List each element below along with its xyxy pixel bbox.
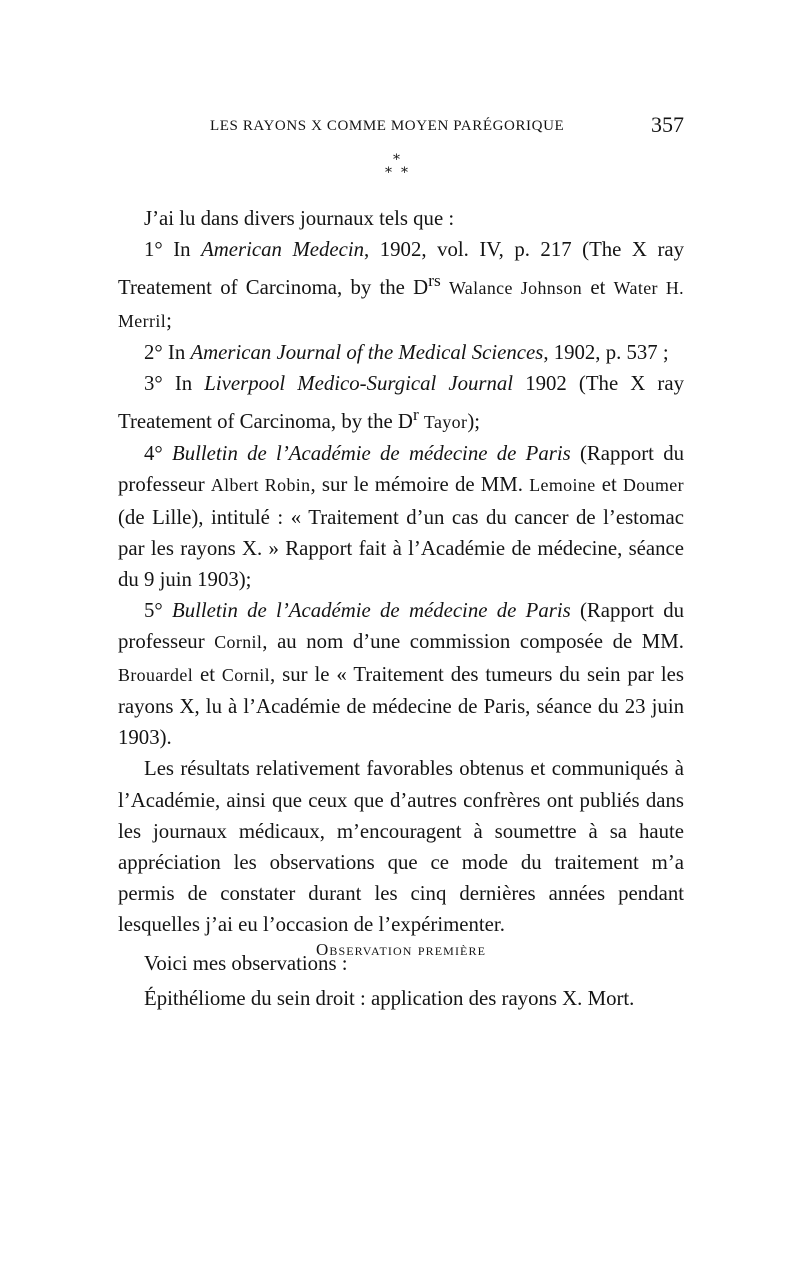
reference-5: 5° Bulletin de l’Académie de médecine de Paris (Rapport du professeur Cornil, au nom d’une commission composée de MM. Brouardel et Cornil, sur le « Traitement des tumeurs du sein par les rayons X, lu à l’Académie de médecine de Paris, séance du 23 juin 1903). — [118, 599, 685, 750]
journal-title: American Medecin — [201, 238, 365, 262]
reference-number: 4° — [144, 442, 163, 466]
body-text — [118, 203, 684, 979]
observation-text: Épithéliome du sein droit : application des rayons X. Mort. — [144, 987, 635, 1010]
running-header — [118, 112, 684, 142]
asterisk-left: * — [385, 165, 392, 181]
reference-in: In — [174, 371, 193, 395]
running-title: LES RAYONS X COMME MOYEN PARÉGORIQUE — [210, 118, 565, 134]
observation-heading: Observation première — [315, 940, 487, 959]
author-name: Cornil — [221, 664, 271, 685]
reference-4: 4° Bulletin de l’Académie de médecine de Paris (Rapport du professeur Albert Robin, sur le mémoire de MM. Lemoine et Doumer (de Lille), intitulé : « Traitement d’un cas du cancer de l’estomac par les rayons X. » Rapport fait à l’Académie de médecine, séance du 9 juin 1903); — [118, 442, 685, 592]
asterism-ornament — [380, 150, 420, 186]
reference-number: 2° — [144, 340, 163, 364]
author-name: Tayor — [423, 412, 468, 433]
results-paragraph: Les résultats relativement favorables obtenus et communiqués à l’Académie, ainsi que ceux que d’autres confrères ont publiés dans les journaux médicaux, m’encouragent à soumettre à sa haute appréciation les observations que ce mode du traitement m’a permis de constater durant les cinq dernières années pendant lesquelles j’ai eu l’occasion de l’expérimenter. — [118, 757, 684, 937]
reference-in: In — [167, 340, 186, 364]
author-name: Cornil — [214, 632, 263, 653]
author-name: Water H. Merril — [118, 278, 684, 331]
superscript: rs — [428, 271, 441, 291]
reference-1: 1° In American Medecin, 1902, vol. IV, p. 217 (The X ray Treatement of Carcinoma, by the $D^{rs}$ Walance Johnson et Water H. Merril; — [118, 238, 684, 332]
reference-number: 1° — [144, 238, 163, 262]
reference-2: 2° In American Journal of the Medical Sciences, 1902, p. 537 ; — [144, 340, 669, 364]
author-name: Lemoine — [529, 475, 596, 496]
reference-3: 3° In Liverpool Medico-Surgical Journal 1902 (The X ray Treatement of Carcinoma, by the $D^r$ Tayor); — [118, 371, 684, 434]
asterisk-top: * — [393, 152, 400, 168]
observations-intro: Voici mes observations : — [144, 951, 348, 975]
author-name: Albert Robin — [210, 475, 311, 496]
journal-title: Bulletin de l’Académie de médecine de Paris — [172, 599, 571, 623]
journal-title: Bulletin de l’Académie de médecine de Paris — [172, 442, 571, 466]
asterisk-right: * — [401, 165, 408, 181]
superscript: r — [412, 405, 419, 425]
journal-title: American Journal of the Medical Sciences — [190, 340, 544, 364]
author-name: Walance Johnson — [448, 278, 583, 299]
journal-title: Liverpool Medico-Surgical Journal — [204, 371, 514, 395]
author-name: Brouardel — [118, 664, 194, 685]
reference-number: 3° — [144, 371, 163, 395]
author-name: Doumer — [623, 475, 684, 496]
page-number: 357 — [651, 112, 684, 137]
intro-paragraph: J’ai lu dans divers journaux tels que : — [144, 207, 455, 230]
reference-number: 5° — [144, 599, 163, 623]
reference-in: In — [173, 238, 191, 262]
